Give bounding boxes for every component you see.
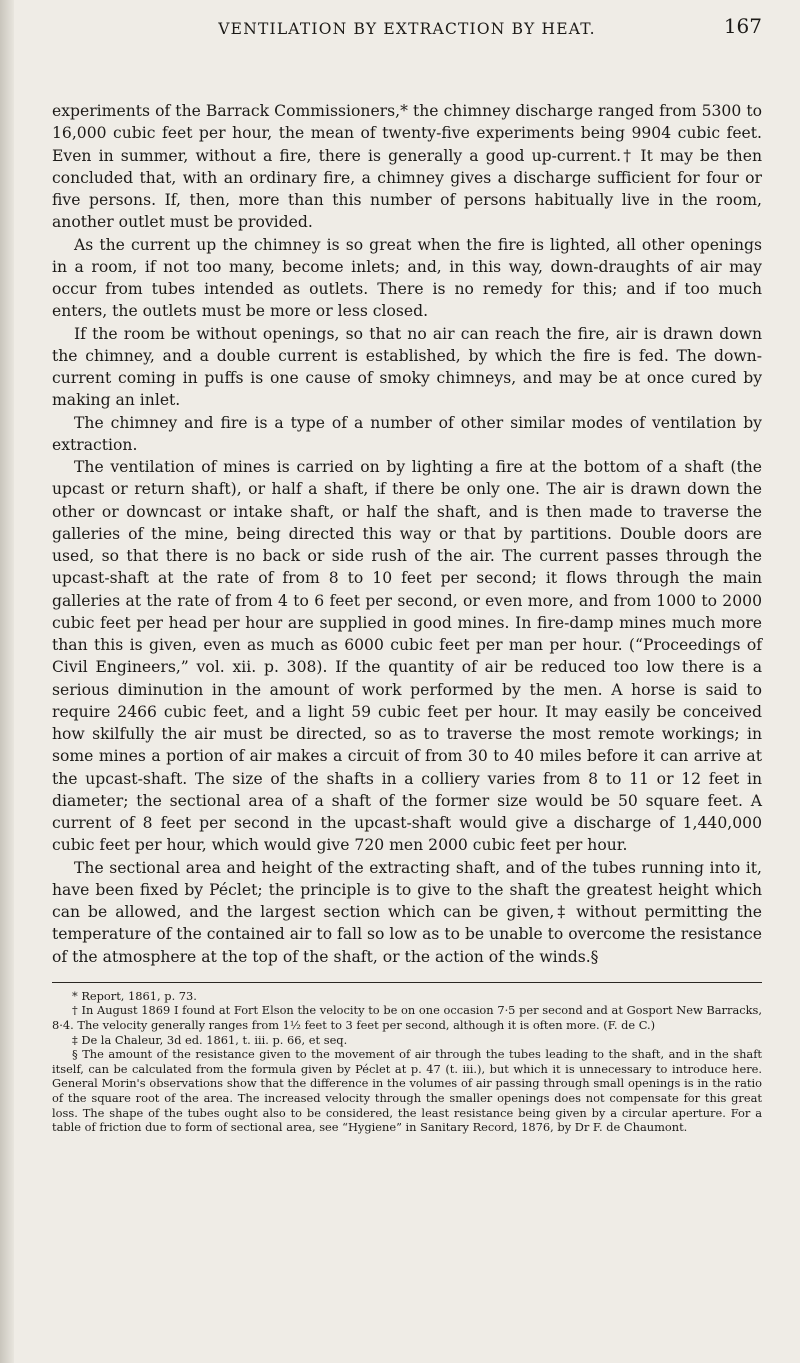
paragraph: experiments of the Barrack Commissioners,* the chimney discharge ranged from 5300 to 16,000 cubic feet per hour, the mean of twenty-five experiments being 9904 cubic feet. Even in summer, without a fire, there is generally a good up-current.† It may be then concluded that, with an ordinary fire, a chimney gives a discharge sufficient for four or five persons. If, then, more than this number of persons habitually live in the room, another outlet must be provided. bbox=[52, 102, 762, 232]
paragraph: If the room be without openings, so that no air can reach the fire, air is drawn down the chimney, and a double current is established, by which the fire is fed. The down-current coming in puffs is one cause of smoky chimneys, and may be at once cured by making an inlet. bbox=[52, 324, 762, 410]
footnote: † In August 1869 I found at Fort Elson the velocity to be on one occasion 7·5 per second and at Gosport New Barracks, 8·4. The velocity generally ranges from 1½ feet to 3 feet per second, although it is often more. (F. de C.) bbox=[52, 1003, 762, 1032]
paragraph: As the current up the chimney is so great when the fire is lighted, all other openings in a room, if not too many, become inlets; and, in this way, down-draughts of air may occur from tubes intended as outlets. There is no remedy for this; and if too much enters, the outlets must be more or less closed. bbox=[52, 235, 762, 321]
footnote: § The amount of the resistance given to the movement of air through the tubes leading to the shaft, and in the shaft itself, can be calculated from the formula given by Péclet at p. 47 (t. iii.), but which it is unnecessary to introduce here. General Morin's observations show that the difference in the volumes of air passing through small openings is in the ratio of the square root of the area. The increased velocity through the smaller openings does not compensate for this great loss. The shape of the tubes ought also to be considered, the least resistance being given by a circular aperture. For a table of friction due to form of sectional area, see “Hygiene” in Sanitary Record, 1876, by Dr F. de Chaumont. bbox=[52, 1047, 762, 1135]
paragraph: The chimney and fire is a type of a number of other similar modes of ventilation by extraction. bbox=[52, 413, 762, 454]
page-number: 167 bbox=[723, 14, 762, 38]
book-page bbox=[52, 0, 762, 1135]
footnote: ‡ De la Chaleur, 3d ed. 1861, t. iii. p. 66, et seq. bbox=[72, 1032, 348, 1047]
body-text bbox=[52, 100, 762, 968]
paragraph: The sectional area and height of the extracting shaft, and of the tubes running into it, have been fixed by Péclet; the principle is to give to the shaft the greatest height which can be allowed, and the largest section which can be given,‡ without permitting the temperature of the contained air to fall so low as to be unable to overcome the resistance of the atmosphere at the top of the shaft, or the action of the winds.§ bbox=[52, 858, 762, 966]
footnote: * Report, 1861, p. 73. bbox=[72, 988, 197, 1003]
page-edge-shadow bbox=[0, 0, 14, 1363]
paragraph: The ventilation of mines is carried on by lighting a fire at the bottom of a shaft (the upcast or return shaft), or half a shaft, if there be only one. The air is drawn down the other or downcast or intake shaft, or half the shaft, and is then made to traverse the galleries of the mine, being directed this way or that by partitions. Double doors are used, so that there is no back or side rush of the air. The current passes through the upcast-shaft at the rate of from 8 to 10 feet per second; it flows through the main galleries at the rate of from 4 to 6 feet per second, or even more, and from 1000 to 2000 cubic feet per head per hour are supplied in good mines. In fire-damp mines much more than this is given, even as much as 6000 cubic feet per man per hour. (“Proceedings of Civil Engineers,” vol. xii. p. 308). If the quantity of air be reduced too low there is a serious diminution in the amount of work performed by the men. A horse is said to require 2466 cubic feet, and a light 59 cubic feet per hour. It may easily be conceived how skilfully the air must be directed, so as to traverse the most remote workings; in some mines a portion of air makes a circuit of from 30 to 40 miles before it can arrive at the upcast-shaft. The size of the shafts in a colliery varies from 8 to 11 or 12 feet in diameter; the sectional area of a shaft of the former size would be 50 square feet. A current of 8 feet per second in the upcast-shaft would give a discharge of 1,440,000 cubic feet per hour, which would give 720 men 2000 cubic feet per hour. bbox=[52, 458, 762, 855]
running-title: VENTILATION BY EXTRACTION BY HEAT. bbox=[218, 20, 596, 38]
footnote-rule bbox=[52, 982, 762, 983]
running-header bbox=[52, 14, 762, 50]
footnotes bbox=[52, 989, 762, 1135]
